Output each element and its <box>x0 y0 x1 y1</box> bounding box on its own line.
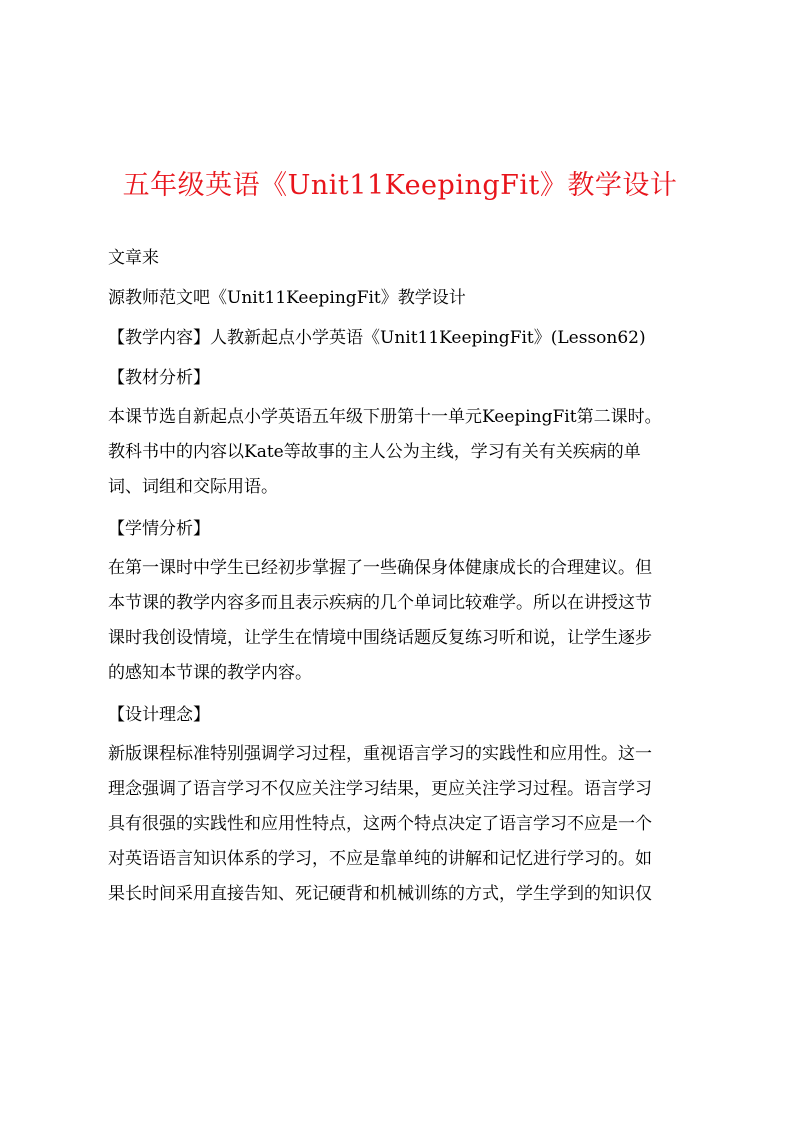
section-heading: 【教学内容】人教新起点小学英语《Unit11KeepingFit》(Lesson62) <box>108 328 646 348</box>
text-line: 教科书中的内容以Kate等故事的主人公为主线，学习有关有关疾病的单 <box>108 442 641 462</box>
section-heading: 【设计理念】 <box>108 705 210 725</box>
text-line: 源教师范文吧《Unit11KeepingFit》教学设计 <box>108 288 466 308</box>
text-line: 在第一课时中学生已经初步掌握了一些确保身体健康成长的合理建议。但 <box>108 558 652 578</box>
text-line: 果长时间采用直接告知、死记硬背和机械训练的方式，学生学到的知识仅 <box>108 884 652 904</box>
text-line: 具有很强的实践性和应用性特点，这两个特点决定了语言学习不应是一个 <box>108 814 652 834</box>
paragraph-textbook-analysis <box>108 400 708 505</box>
document-body <box>108 238 708 916</box>
section-heading: 【教材分析】 <box>108 368 210 388</box>
text-line: 对英语语言知识体系的学习，不应是靠单纯的讲解和记忆进行学习的。如 <box>108 849 652 869</box>
text-line: 本课节选自新起点小学英语五年级下册第十一单元KeepingFit第二课时。 <box>108 407 662 427</box>
text-line: 的感知本节课的教学内容。 <box>108 663 312 683</box>
document-title: 五年级英语《Unit11KeepingFit》教学设计 <box>122 170 678 201</box>
paragraph-design-concept <box>108 737 708 912</box>
text-line: 理念强调了语言学习不仅应关注学习结果，更应关注学习过程。语言学习 <box>108 779 652 799</box>
paragraph-student-analysis <box>108 551 708 691</box>
text-line: 课时我创设情境，让学生在情境中围绕话题反复练习听和说，让学生逐步 <box>108 628 652 648</box>
text-line: 新版课程标准特别强调学习过程，重视语言学习的实践性和应用性。这一 <box>108 744 652 764</box>
section-heading: 【学情分析】 <box>108 519 210 539</box>
text-line: 文章来 <box>108 248 159 268</box>
text-line: 本节课的教学内容多而且表示疾病的几个单词比较难学。所以在讲授这节 <box>108 593 652 613</box>
text-line: 词、词组和交际用语。 <box>108 477 278 497</box>
